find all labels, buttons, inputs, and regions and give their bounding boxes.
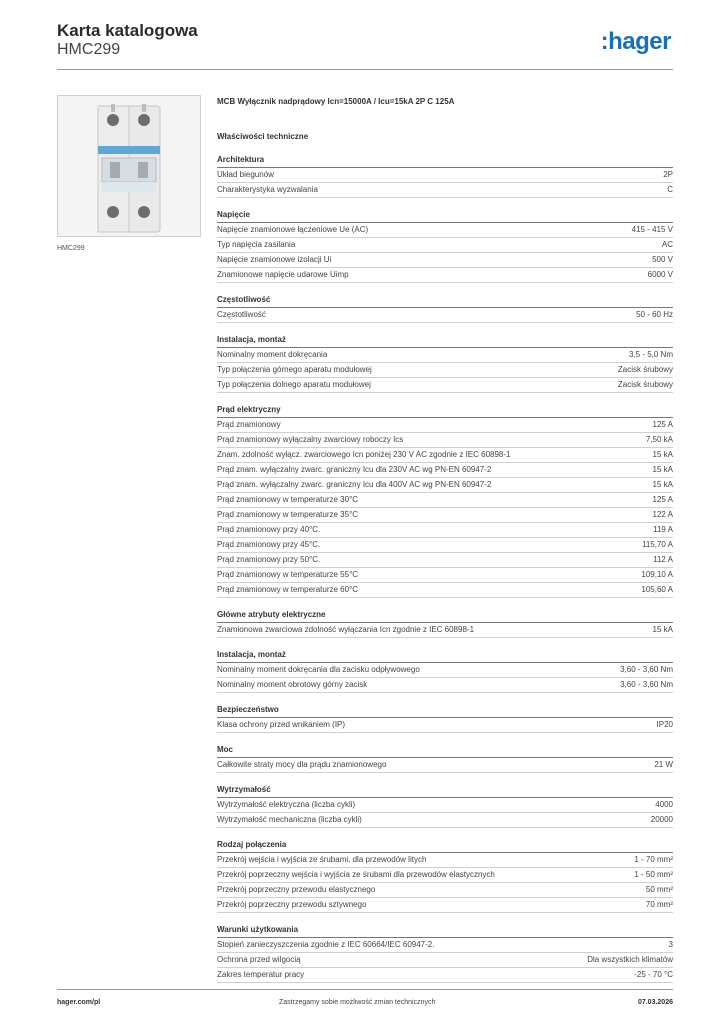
spec-row xyxy=(217,508,673,523)
spec-row xyxy=(217,868,673,883)
image-caption: HMC299 xyxy=(57,245,85,252)
spec-label: Całkowite straty mocy dla prądu znamionowego xyxy=(217,760,387,769)
spec-section xyxy=(217,784,673,828)
section-title: Częstotliwość xyxy=(217,294,673,308)
spec-label: Wytrzymałość mechaniczna (liczba cykli) xyxy=(217,815,362,824)
spec-value: 3,60 - 3,60 Nm xyxy=(620,665,673,674)
page-title: Karta katalogowa xyxy=(57,21,198,40)
footer-website[interactable]: hager.com/pl xyxy=(57,999,101,1006)
spec-label: Nominalny moment dokręcania xyxy=(217,350,328,359)
spec-value: 115,70 A xyxy=(642,540,673,549)
spec-value: 112 A xyxy=(653,555,673,564)
spec-row xyxy=(217,308,673,323)
spec-section xyxy=(217,154,673,198)
circuit-breaker-illustration xyxy=(58,96,201,237)
spec-row xyxy=(217,883,673,898)
spec-label: Typ połączenia dolnego aparatu modułowej xyxy=(217,380,371,389)
spec-label: Typ napięcia zasilania xyxy=(217,240,296,249)
section-title: Warunki użytkowania xyxy=(217,924,673,938)
page-header xyxy=(57,21,673,69)
spec-section xyxy=(217,294,673,323)
spec-label: Znamionowe napięcie udarowe Uimp xyxy=(217,270,349,279)
spec-row xyxy=(217,433,673,448)
spec-label: Przekrój poprzeczny przewodu elastycznego xyxy=(217,885,376,894)
spec-label: Stopień zanieczyszczenia zgodnie z IEC 60664/IEC 60947-2. xyxy=(217,940,435,949)
spec-value: 125 A xyxy=(652,495,673,504)
spec-value: Zacisk śrubowy xyxy=(617,365,673,374)
section-title: Prąd elektryczny xyxy=(217,404,673,418)
spec-label: Klasa ochrony przed wnikaniem (IP) xyxy=(217,720,346,729)
spec-value: 15 kA xyxy=(652,480,673,489)
logo-text: hager xyxy=(608,28,671,55)
spec-row xyxy=(217,678,673,693)
spec-section xyxy=(217,334,673,393)
spec-value: Dla wszystkich klimatów xyxy=(587,955,673,964)
section-title: Architektura xyxy=(217,154,673,168)
spec-label: Prąd znam. wyłączalny zwarc. graniczny Icu dla 230V AC wg PN-EN 60947-2 xyxy=(217,465,492,474)
spec-label: Napięcie znamionowe izolacji Ui xyxy=(217,255,332,264)
spec-value: AC xyxy=(661,240,673,249)
spec-value: 122 A xyxy=(652,510,673,519)
hager-logo: :hager xyxy=(600,28,671,55)
spec-label: Prąd znamionowy przy 45°C. xyxy=(217,540,321,549)
spec-value: 3 xyxy=(668,940,673,949)
spec-value: 3,60 - 3,60 Nm xyxy=(620,680,673,689)
spec-label: Nominalny moment dokręcania dla zacisku odpływowego xyxy=(217,665,420,674)
spec-section xyxy=(217,649,673,693)
spec-row xyxy=(217,253,673,268)
section-title: Napięcie xyxy=(217,209,673,223)
section-title: Instalacja, montaż xyxy=(217,334,673,348)
spec-value: 2P xyxy=(663,170,673,179)
spec-row xyxy=(217,553,673,568)
spec-row xyxy=(217,898,673,913)
spec-value: 6000 V xyxy=(647,270,673,279)
spec-value: 1 - 50 mm² xyxy=(634,870,673,879)
spec-label: Prąd znamionowy xyxy=(217,420,281,429)
spec-value: IP20 xyxy=(656,720,673,729)
spec-row xyxy=(217,663,673,678)
specs-heading: Właściwości techniczne xyxy=(217,132,309,141)
section-title: Instalacja, montaż xyxy=(217,649,673,663)
spec-row xyxy=(217,853,673,868)
spec-label: Prąd znamionowy w temperaturze 35°C xyxy=(217,510,359,519)
spec-content xyxy=(217,96,673,983)
spec-section xyxy=(217,924,673,983)
footer-note: Zastrzegamy sobie możliwość zmian technicznych xyxy=(279,999,436,1006)
spec-value: 15 kA xyxy=(652,450,673,459)
spec-value: 415 - 415 V xyxy=(631,225,673,234)
spec-row xyxy=(217,568,673,583)
spec-value: 50 - 60 Hz xyxy=(636,310,673,319)
spec-value: -25 - 70 °C xyxy=(634,970,673,979)
product-image xyxy=(57,95,201,237)
spec-label: Zakres temperatur pracy xyxy=(217,970,305,979)
spec-label: Przekrój wejścia i wyjścia ze śrubami, dla przewodów litych xyxy=(217,855,427,864)
spec-row xyxy=(217,418,673,433)
spec-section xyxy=(217,209,673,283)
spec-row xyxy=(217,953,673,968)
footer-divider xyxy=(57,989,673,990)
spec-row xyxy=(217,238,673,253)
spec-row xyxy=(217,378,673,393)
spec-label: Prąd znamionowy w temperaturze 30°C xyxy=(217,495,359,504)
spec-value: 500 V xyxy=(652,255,673,264)
product-code: HMC299 xyxy=(57,41,121,58)
spec-row xyxy=(217,938,673,953)
spec-value: 1 - 70 mm² xyxy=(634,855,673,864)
spec-value: 125 A xyxy=(652,420,673,429)
spec-section xyxy=(217,609,673,638)
spec-row xyxy=(217,348,673,363)
spec-value: 105,60 A xyxy=(641,585,673,594)
spec-value: 7,50 kA xyxy=(645,435,673,444)
spec-row xyxy=(217,523,673,538)
spec-label: Prąd znamionowy przy 40°C. xyxy=(217,525,321,534)
spec-label: Prąd znamionowy przy 50°C. xyxy=(217,555,321,564)
spec-row xyxy=(217,183,673,198)
header-divider xyxy=(57,69,673,70)
spec-row xyxy=(217,968,673,983)
spec-value: 3,5 - 5,0 Nm xyxy=(628,350,673,359)
spec-row xyxy=(217,448,673,463)
spec-row xyxy=(217,813,673,828)
spec-row xyxy=(217,363,673,378)
spec-section xyxy=(217,839,673,913)
section-title: Główne atrybuty elektryczne xyxy=(217,609,673,623)
footer-date: 07.03.2026 xyxy=(637,999,673,1006)
spec-label: Znam. zdolność wyłącz. zwarciowego Icn poniżej 230 V AC zgodnie z IEC 60898-1 xyxy=(217,450,511,459)
spec-sections xyxy=(217,154,673,983)
spec-value: 20000 xyxy=(650,815,673,824)
spec-label: Prąd znamionowy wyłączalny zwarciowy roboczy Ics xyxy=(217,435,404,444)
spec-value: 15 kA xyxy=(652,465,673,474)
spec-row xyxy=(217,223,673,238)
product-description: MCB Wyłącznik nadprądowy Icn=15000A / Icu=15kA 2P C 125A xyxy=(217,97,455,106)
section-title: Rodzaj połączenia xyxy=(217,839,673,853)
spec-label: Prąd znam. wyłączalny zwarc. graniczny Icu dla 400V AC wg PN-EN 60947-2 xyxy=(217,480,492,489)
spec-label: Prąd znamionowy w temperaturze 60°C xyxy=(217,585,359,594)
spec-value: 119 A xyxy=(653,525,673,534)
spec-value: 21 W xyxy=(654,760,673,769)
section-title: Moc xyxy=(217,744,673,758)
spec-row xyxy=(217,538,673,553)
spec-row xyxy=(217,758,673,773)
spec-label: Nominalny moment obrotowy górny zacisk xyxy=(217,680,368,689)
section-title: Bezpieczeństwo xyxy=(217,704,673,718)
section-title: Wytrzymałość xyxy=(217,784,673,798)
spec-label: Przekrój poprzeczny wejścia i wyjścia ze śrubami dla przewodów elastycznych xyxy=(217,870,495,879)
spec-row xyxy=(217,168,673,183)
spec-value: Zacisk śrubowy xyxy=(617,380,673,389)
spec-label: Częstotliwość xyxy=(217,310,266,319)
spec-value: 109,10 A xyxy=(641,570,673,579)
spec-row xyxy=(217,583,673,598)
spec-label: Typ połączenia górnego aparatu modułowej xyxy=(217,365,372,374)
spec-row xyxy=(217,268,673,283)
spec-label: Charakterystyka wyzwalania xyxy=(217,185,318,194)
spec-label: Ochrona przed wilgocią xyxy=(217,955,301,964)
spec-value: C xyxy=(667,185,673,194)
spec-label: Znamionowa zwarciowa zdolność wyłączania Icn zgodnie z IEC 60898-1 xyxy=(217,625,475,634)
spec-label: Przekrój poprzeczny przewodu sztywnego xyxy=(217,900,367,909)
spec-row xyxy=(217,798,673,813)
spec-row xyxy=(217,478,673,493)
spec-row xyxy=(217,623,673,638)
spec-row xyxy=(217,493,673,508)
spec-row xyxy=(217,718,673,733)
spec-value: 50 mm² xyxy=(645,885,673,894)
spec-value: 70 mm² xyxy=(645,900,673,909)
spec-row xyxy=(217,463,673,478)
spec-value: 4000 xyxy=(655,800,673,809)
spec-label: Układ biegunów xyxy=(217,170,274,179)
spec-section xyxy=(217,704,673,733)
spec-section xyxy=(217,744,673,773)
spec-section xyxy=(217,404,673,598)
spec-label: Napięcie znamionowe łączeniowe Ue (AC) xyxy=(217,225,369,234)
spec-value: 15 kA xyxy=(652,625,673,634)
spec-label: Prąd znamionowy w temperaturze 55°C xyxy=(217,570,359,579)
spec-label: Wytrzymałość elektryczna (liczba cykli) xyxy=(217,800,356,809)
